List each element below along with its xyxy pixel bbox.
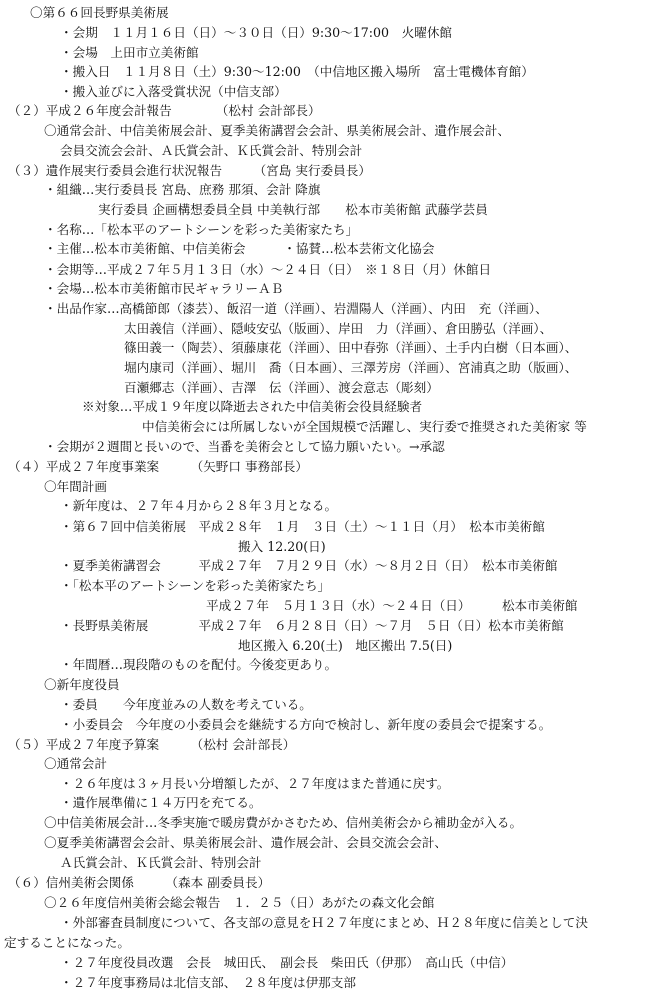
text-line-2: ・会期 １１月１６日（日）～３０日（日）9:30～17:00 火曜休館 — [60, 25, 453, 40]
text-line-32: ・長野県美術展 平成２７年 ６月２８日（日）～７月 ５日（日）松本市美術館 — [60, 618, 564, 633]
text-line-26: ・新年度は、２７年４月から２８年３月となる。 — [60, 498, 338, 513]
text-line-6: （２）平成２６年度会計報告 （松村 会計部長） — [8, 103, 321, 118]
text-line-49: ・２７年度役員改選 会長 城田氏、 副会長 柴田氏（伊那） 高山氏（中信） — [60, 955, 514, 970]
text-line-25: 〇年間計画 — [44, 479, 107, 494]
text-line-15: ・会場…松本市美術館市民ギャラリーＡＢ — [44, 281, 284, 296]
text-line-27: ・第６７回中信美術展 平成２８年 １月 ３日（土）～１１日（月） 松本市美術館 — [60, 519, 545, 534]
text-line-33: 地区搬入 6.20(土) 地区搬出 7.5(日) — [238, 638, 453, 653]
text-line-23: ・会期が２週間と長いので、当番を美術会として協力願いたい。→承認 — [44, 439, 445, 454]
text-line-13: ・主催…松本市美術館、中信美術会 ・協賛…松本芸術文化協会 — [44, 241, 435, 256]
text-line-10: ・組織…実行委員長 宮島、庶務 那須、会計 降旗 — [44, 182, 321, 197]
text-line-19: 堀内康司（洋画）、堀川 喬（日本画）、三澤芳房（洋画）、宮浦真之助（版画）、 — [124, 360, 578, 375]
text-line-39: 〇通常会計 — [44, 756, 107, 771]
text-line-46: 〇２６年度信州美術会総会報告 １．２５（日）あがたの森文化会館 — [44, 895, 435, 910]
text-line-48: 定することになった。 — [4, 935, 130, 950]
text-line-5: ・搬入並びに入落受賞状況（中信支部） — [60, 84, 287, 99]
text-line-22: 中信美術会には所属しないが全国規模で活躍し、実行委で推奨された美術家 等 — [142, 419, 587, 434]
text-line-44: Ａ氏賞会計、Ｋ氏賞会計、特別会計 — [60, 855, 262, 870]
text-line-8: 会員交流会会計、Ａ氏賞会計、Ｋ氏賞会計、特別会計 — [60, 143, 363, 158]
text-line-9: （３）遺作展実行委員会進行状況報告 （宮島 実行委員長） — [8, 163, 371, 178]
text-line-38: （５）平成２７年度予算案 （松村 会計部長） — [8, 737, 296, 752]
text-line-1: 〇第６６回長野県美術展 — [30, 5, 169, 20]
text-line-17: 太田義信（洋画）、隠岐安弘（版画）、岸田 力（洋画）、倉田勝弘（洋画）、 — [124, 321, 553, 336]
text-line-47: ・外部審査員制度について、各支部の意見をＨ２７年度にまとめ、Ｈ２８年度に信美として決 — [60, 915, 588, 930]
text-line-40: ・２６年度は３ヶ月長い分増額したが、２７年度はまた普通に戻す。 — [60, 776, 450, 791]
text-line-7: 〇通常会計、中信美術展会計、夏季美術講習会会計、県美術展会計、遺作展会計、 — [44, 123, 510, 138]
text-line-4: ・搬入日 １１月８日（土）9:30～12:00 （中信地区搬入場所 富士電機体育館） — [60, 64, 534, 79]
text-line-24: （４）平成２７年度事業案 （矢野口 事務部長） — [8, 459, 308, 474]
text-line-28: 搬入 12.20(日) — [238, 539, 326, 554]
text-line-20: 百瀬郷志（洋画）、吉澤 伝（洋画）、渡会意志（彫刻） — [124, 380, 439, 395]
text-line-43: 〇夏季美術講習会会計、県美術展会計、遺作展会計、会員交流会会計、 — [44, 835, 447, 850]
text-line-12: ・名称…「松本平のアートシーンを彩った美術家たち」 — [44, 222, 359, 237]
text-line-37: ・小委員会 今年度の小委員会を継続する方向で検討し、新年度の委員会で提案する。 — [60, 717, 552, 732]
text-line-21: ※対象…平成１９年度以降逝去された中信美術会役員経験者 — [82, 399, 423, 414]
text-line-11: 実行委員 企画構想委員全員 中美執行部 松本市美術館 武藤学芸員 — [98, 202, 488, 217]
text-line-50: ・２７年度事務局は北信支部、 ２８年度は伊那支部 — [60, 975, 356, 990]
text-line-45: （６）信州美術会関係 （森本 副委員長） — [8, 875, 271, 890]
text-line-31: 平成２７年 ５月１３日（水）～２４日（日） 松本市美術館 — [206, 598, 578, 613]
text-line-42: 〇中信美術展会計…冬季実施で暖房費がかさむため、信州美術会から補助金が入る。 — [44, 815, 523, 830]
text-line-35: 〇新年度役員 — [44, 677, 120, 692]
text-line-16: ・出品作家…高橋節郎（漆芸）、飯沼一道（洋画）、岩淵陽人（洋画）、内田 充（洋画）、 — [44, 301, 548, 316]
text-line-18: 篠田義一（陶芸）、須藤康花（洋画）、田中春弥（洋画）、土手内白樹（日本画）、 — [124, 340, 578, 355]
text-line-30: ・「松本平のアートシーンを彩った美術家たち」 — [60, 578, 331, 593]
text-line-3: ・会場 上田市立美術館 — [60, 45, 199, 60]
text-line-41: ・遺作展準備に１４万円を充てる。 — [60, 795, 262, 810]
text-line-14: ・会期等…平成２７年５月１３日（水）～２４日（日） ※１８日（月）休館日 — [44, 262, 492, 277]
text-line-34: ・年間暦…現段階のものを配付。今後変更あり。 — [60, 657, 338, 672]
text-line-36: ・委員 今年度並みの人数を考えている。 — [60, 697, 312, 712]
text-line-29: ・夏季美術講習会 平成２７年 ７月２９日（水）～８月２日（日） 松本市美術館 — [60, 558, 558, 573]
